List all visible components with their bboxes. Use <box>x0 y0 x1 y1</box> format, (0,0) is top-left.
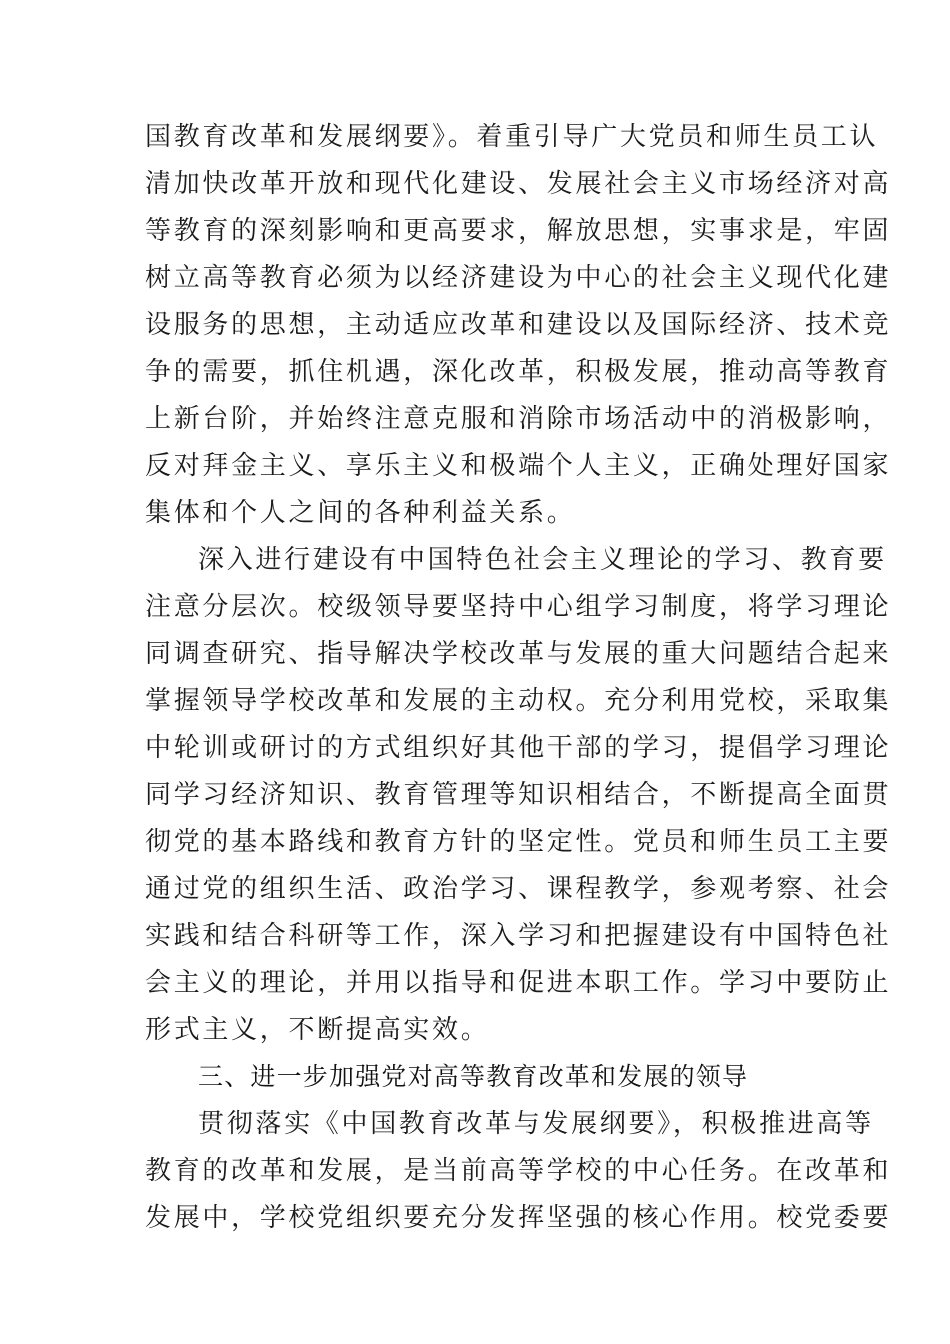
paragraph-line: 集体和个人之间的各种利益关系。 <box>145 498 576 528</box>
paragraph-line: 形式主义，不断提高实效。 <box>145 1015 490 1045</box>
paragraph-line: 清加快改革开放和现代化建设、发展社会主义市场经济对高 <box>145 169 892 199</box>
paragraph-line: 会主义的理论，并用以指导和促进本职工作。学习中要防止 <box>145 968 892 998</box>
paragraph-line: 反对拜金主义、享乐主义和极端个人主义，正确处理好国家 <box>145 451 892 481</box>
paragraph-line: 彻党的基本路线和教育方针的坚定性。党员和师生员工主要 <box>145 827 892 857</box>
paragraph-line: 发展中，学校党组织要充分发挥坚强的核心作用。校党委要 <box>145 1203 892 1233</box>
paragraph-line: 教育的改革和发展，是当前高等学校的中心任务。在改革和 <box>145 1156 892 1186</box>
paragraph-line: 等教育的深刻影响和更高要求，解放思想，实事求是，牢固 <box>145 216 892 246</box>
paragraph-line: 注意分层次。校级领导要坚持中心组学习制度，将学习理论 <box>145 592 892 622</box>
paragraph-line: 实践和结合科研等工作，深入学习和把握建设有中国特色社 <box>145 921 892 951</box>
paragraph-line: 通过党的组织生活、政治学习、课程教学，参观考察、社会 <box>145 874 892 904</box>
paragraph-line: 同调查研究、指导解决学校改革与发展的重大问题结合起来 <box>145 639 892 669</box>
paragraph-line: 掌握领导学校改革和发展的主动权。充分利用党校，采取集 <box>145 686 892 716</box>
paragraph-line: 深入进行建设有中国特色社会主义理论的学习、教育要 <box>198 545 887 575</box>
paragraph-line: 上新台阶，并始终注意克服和消除市场活动中的消极影响， <box>145 404 892 434</box>
paragraph-line: 设服务的思想，主动适应改革和建设以及国际经济、技术竞 <box>145 310 892 340</box>
paragraph-line: 中轮训或研讨的方式组织好其他干部的学习，提倡学习理论 <box>145 733 892 763</box>
paragraph-line: 贯彻落实《中国教育改革与发展纲要》，积极推进高等 <box>198 1109 874 1139</box>
paragraph-line: 同学习经济知识、教育管理等知识相结合，不断提高全面贯 <box>145 780 892 810</box>
paragraph-line: 争的需要，抓住机遇，深化改革，积极发展，推动高等教育 <box>145 357 892 387</box>
section-heading: 三、进一步加强党对高等教育改革和发展的领导 <box>198 1062 749 1091</box>
paragraph-line: 树立高等教育必须为以经济建设为中心的社会主义现代化建 <box>145 263 892 293</box>
paragraph-line: 国教育改革和发展纲要》。着重引导广大党员和师生员工认 <box>145 122 879 152</box>
